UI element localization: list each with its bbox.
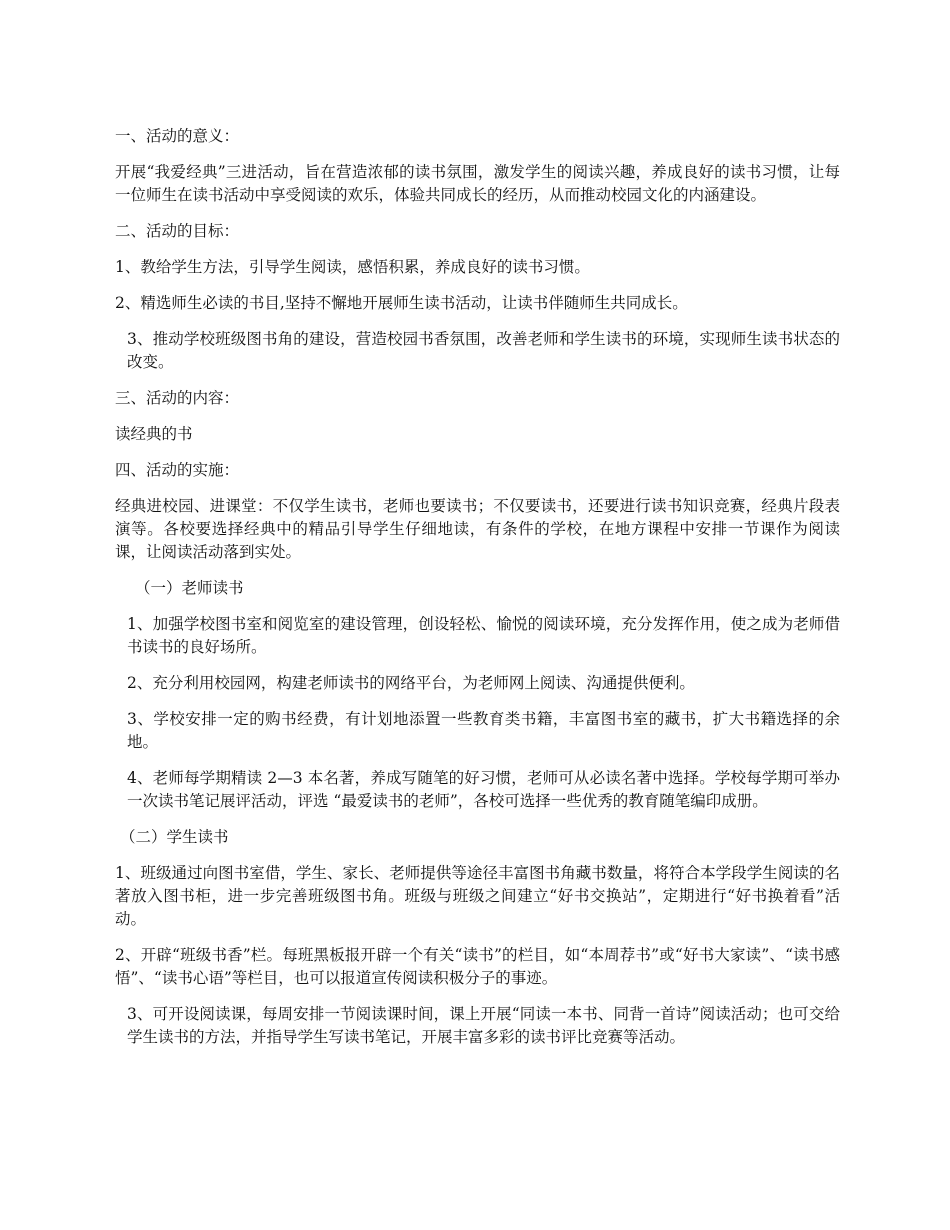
paragraph: 四、活动的实施： — [115, 461, 240, 479]
paragraph: 读经典的书 — [115, 425, 193, 443]
paragraph: 3、可开设阅读课，每周安排一节阅读课时间，课上开展“同读一本书、同背一首诗”阅读活动；也可交给学生读书的方法，并指导学生写读书笔记，开展丰富多彩的读书评比竞赛等活动。 — [127, 1005, 840, 1046]
paragraph: 3、学校安排一定的购书经费，有计划地添置一些教育类书籍，丰富图书室的藏书，扩大书籍选择的余地。 — [127, 710, 840, 751]
paragraph: 4、老师每学期精读 2—3 本名著，养成写随笔的好习惯，老师可从必读名著中选择。学校每学期可举办一次读书笔记展评活动，评选 “最爱读书的老师”，各校可选择一些优秀的教育随笔编印成册。 — [127, 769, 840, 810]
paragraph: 一、活动的意义： — [115, 127, 240, 145]
paragraph: 二、活动的目标： — [115, 222, 240, 240]
paragraph: 2、充分利用校园网，构建老师读书的网络平台，为老师网上阅读、沟通提供便利。 — [127, 674, 695, 692]
document-body — [115, 125, 840, 1062]
paragraph: 经典进校园、进课堂：不仅学生读书，老师也要读书；不仅要读书，还要进行读书知识竞赛，经典片段表演等。各校要选择经典中的精品引导学生仔细地读，有条件的学校，在地方课程中安排一节课作为阅读课，让阅读活动落到实处。 — [115, 497, 840, 561]
paragraph: 3、推动学校班级图书角的建设，营造校园书香氛围，改善老师和学生读书的环境，实现师生读书状态的改变。 — [127, 330, 840, 371]
paragraph: 1、教给学生方法，引导学生阅读，感悟积累，养成良好的读书习惯。 — [115, 258, 590, 276]
paragraph: 2、开辟“班级书香”栏。每班黑板报开辟一个有关“读书”的栏目，如“本周荐书”或“好书大家读”、“读书感悟”、“读书心语”等栏目，也可以报道宣传阅读积极分子的事迹。 — [115, 946, 840, 987]
paragraph: 1、加强学校图书室和阅览室的建设管理，创设轻松、愉悦的阅读环境，充分发挥作用，使之成为老师借书读书的良好场所。 — [127, 615, 840, 656]
paragraph: （二）学生读书 — [120, 828, 229, 846]
paragraph: 三、活动的内容： — [115, 389, 240, 407]
paragraph: （一）老师读书 — [135, 579, 244, 597]
paragraph: 1、班级通过向图书室借，学生、家长、老师提供等途径丰富图书角藏书数量，将符合本学段学生阅读的名著放入图书柜，进一步完善班级图书角。班级与班级之间建立“好书交换站”，定期进行“好书换着看”活动。 — [115, 864, 840, 928]
paragraph: 开展“我爱经典”三进活动，旨在营造浓郁的读书氛围，激发学生的阅读兴趣，养成良好的读书习惯，让每一位师生在读书活动中享受阅读的欢乐，体验共同成长的经历，从而推动校园文化的内涵建设。 — [115, 163, 840, 204]
paragraph: 2、精选师生必读的书目,坚持不懈地开展师生读书活动，让读书伴随师生共同成长。 — [115, 294, 688, 312]
